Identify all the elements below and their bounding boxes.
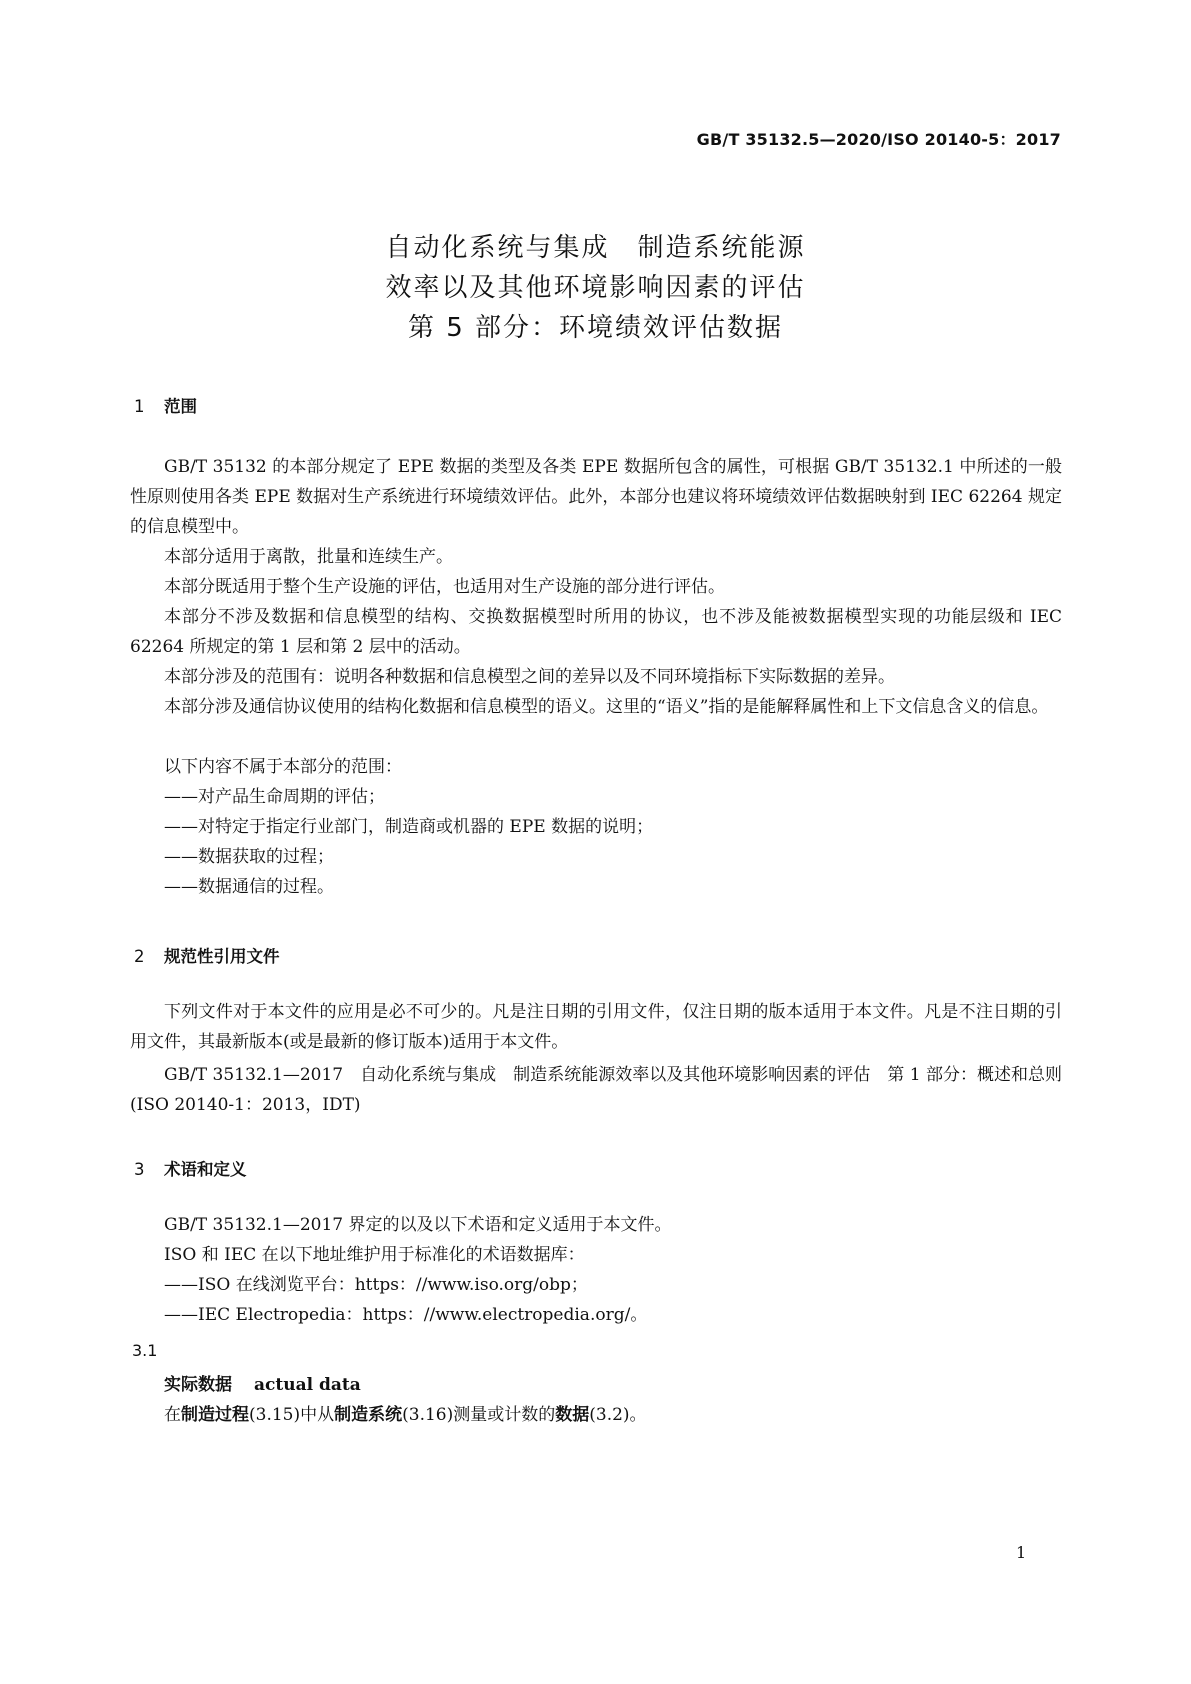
term-reference: 制造过程 [181,1405,249,1425]
normative-reference: GB/T 35132.1—2017 自动化系统与集成 制造系统能源效率以及其他环境影响因素的评估 第 1 部分：概述和总则(ISO 20140-1：2013，IDT) [130,1065,1062,1115]
section-2-heading [134,943,280,967]
term-definition [164,1400,647,1425]
section-3-paragraph-2: ISO 和 IEC 在以下地址维护用于标准化的术语数据库： [164,1245,585,1265]
terminology-database-item: ——ISO 在线浏览平台：https：//www.iso.org/obp； [164,1275,588,1295]
exclusion-item: ——对产品生命周期的评估； [164,787,385,807]
section-3-number: 3 [134,1160,145,1179]
term-reference: 数据 [555,1405,590,1425]
section-2-title: 规范性引用文件 [164,947,280,966]
section-1-title: 范围 [164,397,197,416]
title-line-1: 自动化系统与集成 制造系统能源 [385,233,806,263]
section-1-paragraph-6: 本部分涉及通信协议使用的结构化数据和信息模型的语义。这里的“语义”指的是能解释属性和上下文信息含义的信息。 [164,697,1049,717]
title-line-2: 效率以及其他环境影响因素的评估 [385,273,806,303]
section-1-paragraph-3: 本部分既适用于整个生产设施的评估，也适用对生产设施的部分进行评估。 [164,577,725,597]
section-1-heading [134,393,197,417]
section-1-paragraph-4: 本部分不涉及数据和信息模型的结构、交换数据模型时所用的协议，也不涉及能被数据模型实现的功能层级和 IEC 62264 所规定的第 1 层和第 2 层中的活动。 [130,607,1062,657]
standard-code: GB/T 35132.5—2020/ISO 20140-5：2017 [696,130,1061,149]
section-3-title: 术语和定义 [164,1160,247,1179]
section-2-paragraph-1: 下列文件对于本文件的应用是必不可少的。凡是注日期的引用文件，仅注日期的版本适用于本文件。凡是不注日期的引用文件，其最新版本(或是最新的修订版本)适用于本文件。 [130,1002,1062,1052]
section-1-paragraph-1: GB/T 35132 的本部分规定了 EPE 数据的类型及各类 EPE 数据所包含的属性，可根据 GB/T 35132.1 中所述的一般性原则使用各类 EPE 数据对生产系统进行环境绩效评估。此外，本部分也建议将环境绩效评估数据映射到 IEC 62264 规定的信息模型中。 [130,457,1062,537]
section-3-paragraph-1: GB/T 35132.1—2017 界定的以及以下术语和定义适用于本文件。 [164,1215,672,1235]
title-line-3: 第 5 部分：环境绩效评估数据 [407,313,784,343]
section-3-heading [134,1156,247,1180]
section-1-number: 1 [134,397,145,416]
term-heading [164,1370,361,1395]
exclusion-item: ——对特定于指定行业部门，制造商或机器的 EPE 数据的说明； [164,817,654,837]
section-1-paragraph-2: 本部分适用于离散，批量和连续生产。 [164,547,453,567]
definition-text: (3.15)中从 [249,1405,335,1425]
section-1-paragraph-7: 以下内容不属于本部分的范围： [164,757,402,777]
definition-text: 在 [164,1405,181,1425]
exclusion-item: ——数据通信的过程。 [164,877,334,897]
definition-text: (3.16)测量或计数的 [402,1405,556,1425]
term-reference: 制造系统 [334,1405,403,1425]
term-name-en: actual data [254,1375,361,1395]
definition-text: (3.2)。 [589,1405,647,1425]
document-title [0,228,1191,348]
terminology-database-item: ——IEC Electropedia：https：//www.electropedia.org/。 [164,1305,648,1325]
exclusion-item: ——数据获取的过程； [164,847,334,867]
term-name-zh: 实际数据 [164,1375,232,1395]
page-number: 1 [1016,1543,1027,1562]
section-2-number: 2 [134,947,145,966]
term-number: 3.1 [132,1341,158,1360]
section-1-paragraph-5: 本部分涉及的范围有：说明各种数据和信息模型之间的差异以及不同环境指标下实际数据的差异。 [164,667,895,687]
